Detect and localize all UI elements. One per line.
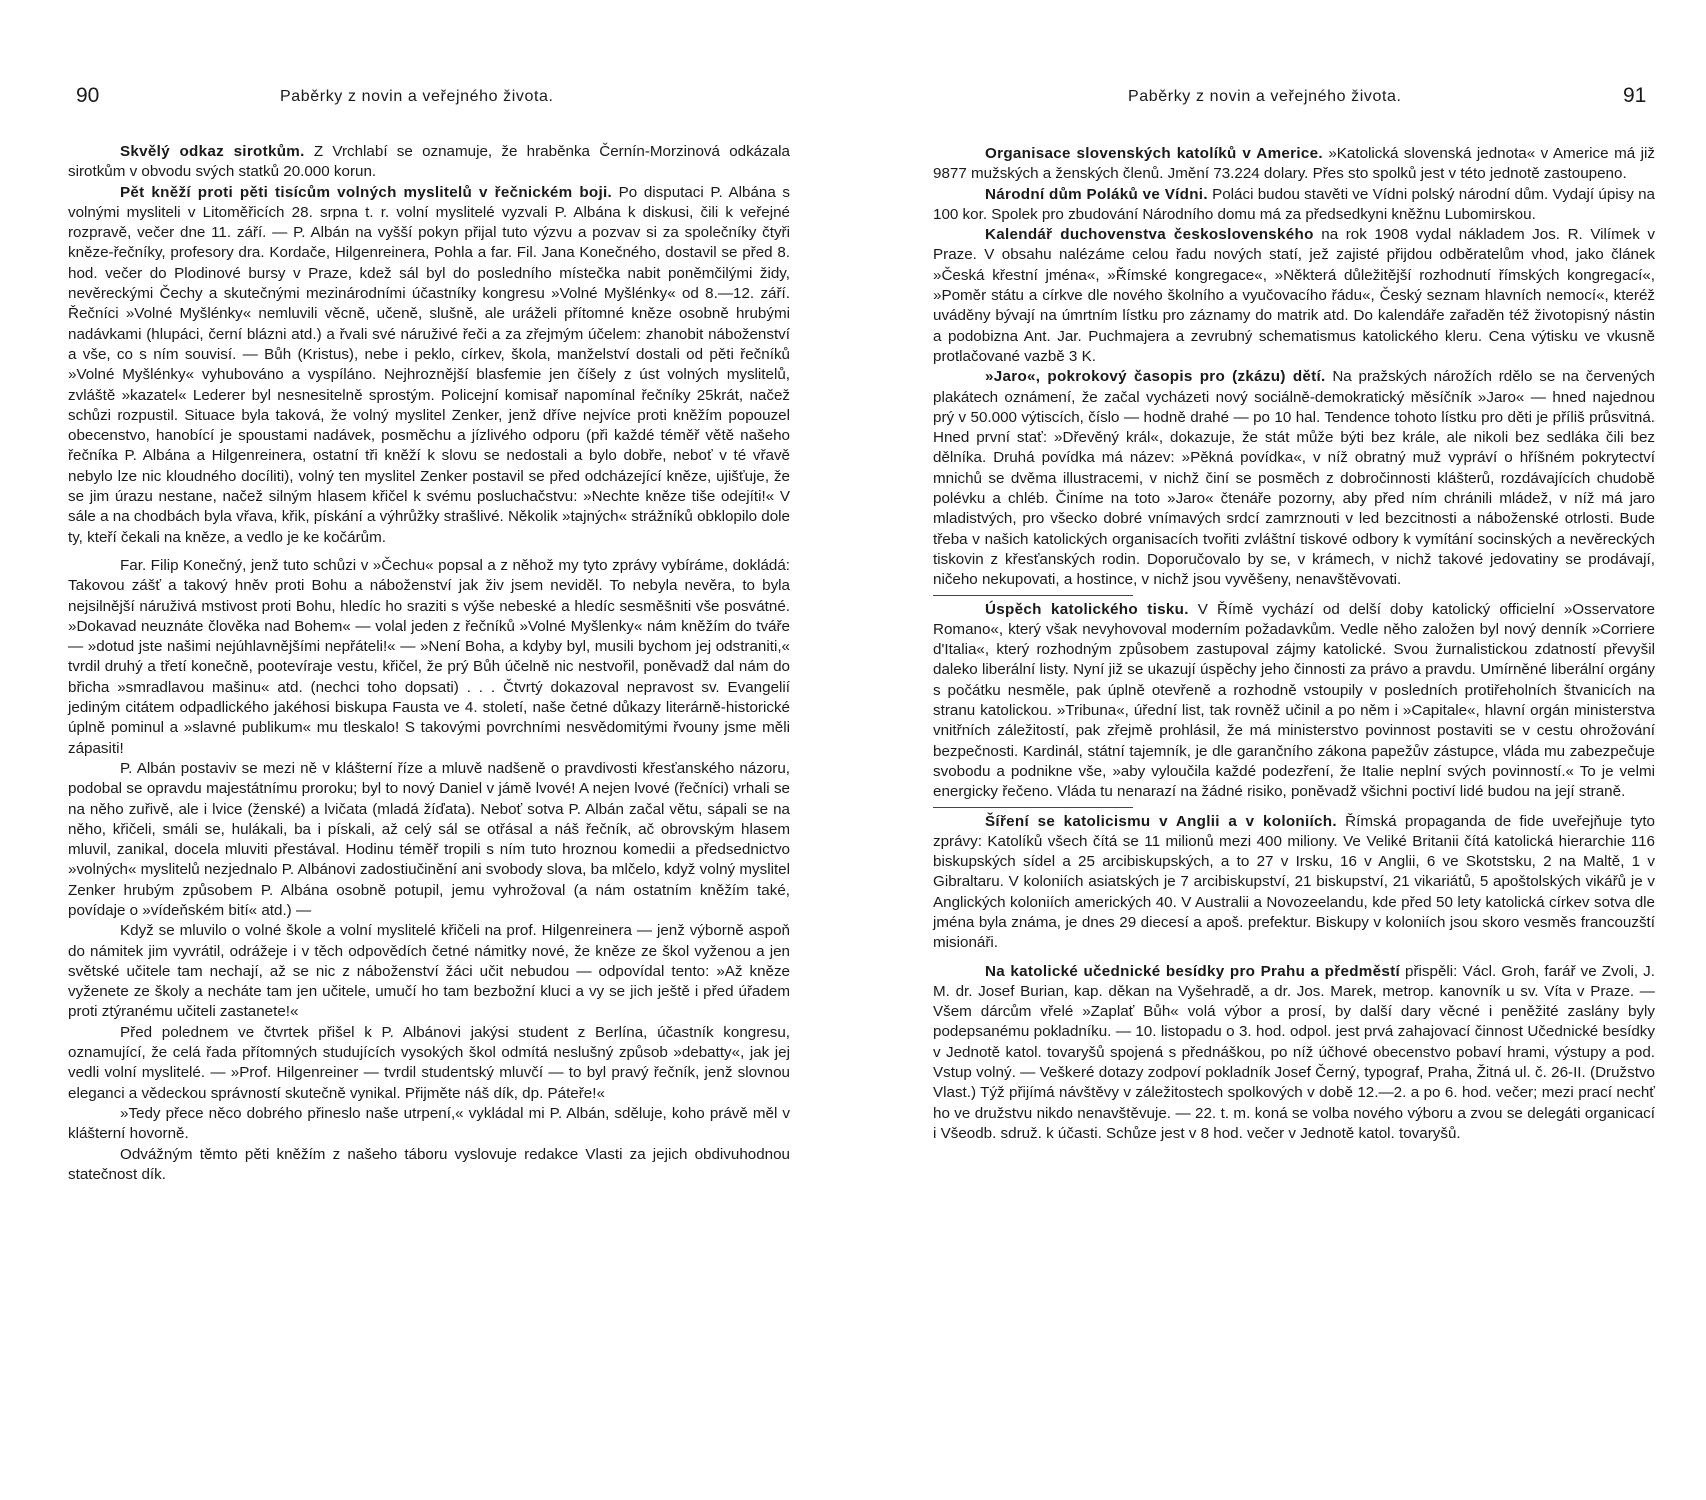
paragraph-heading: Národní dům Poláků ve Vídni. [985, 185, 1208, 203]
page-number: 90 [76, 84, 100, 107]
paragraph-text: Poláci budou stavěti ve Vídni polský národní dům. Vydají úpisy na 100 kor. Spolek pro zbudování Národního domu má za předsedkyni kněžnu Lubomirskou. [933, 185, 1655, 223]
paragraph [933, 812, 1655, 954]
paragraph [933, 225, 1655, 367]
paragraph-text: přispěli: Václ. Groh, farář ve Zvoli, J. M. dr. Josef Burian, kap. děkan na Vyšehradě, a dr. Jos. Marek, metrop. kanovník u sv. Víta v Praze. — Všem dárcům vřelé »Zaplať Bůh« volá výbor a prosí, by další dary věcné i peněžité zaslány byly podepsanému pokladníku. — 10. listopadu o 3. hod. odpol. jest prvá zahajovací činnost Učednické besídky v Jednotě katol. tovaryšů spojená s přednáškou, po níž účhové obecenstvo pobaví hrami, výstupy a pod. Vstup volný. — Veškeré dotazy zodpoví pokladník Josef Černý, typograf, Praha, Žitná ul. č. 26-II. (Družstvo Vlast.) Týž přijímá návštěvy v záležitostech spolkových v době 12.—2. a po 6. hod. večer; mezi prací nechť ho ve družstvu nikdo nenavštěvuje. — 22. t. m. koná se volba nového výboru a zvou se delegáti organicací i Všeodb. sdruž. k účasti. Schůze jest v 8 hod. večer v Jednotě katol. tovaryšů. [933, 962, 1655, 1142]
paragraph [68, 1104, 790, 1145]
divider [933, 807, 1133, 808]
paragraph-heading: Kalendář duchovenstva československého [985, 226, 1314, 244]
paragraph-text: Na pražských nárožích rdělo se na červených plakátech oznámení, že začal vycházeti nový sociálně-demokratický měsíčník »Jaro« — hned najednou prý v 50.000 výtiscích, číslo — hodně drahé — po 10 hal. Tendence tohoto lístku pro děti je příliš průsvitná. Hned první stať: »Dřevěný král«, dokazuje, že stát může býti bez krále, ale nikoli bez sedláka čili bez dělníka. Druhá povídka má název: »Pěkná povídka«, v níž obratný muž vypráví o hříšném pokrytectví mnichů se dvěma illustracemi, v nichž činí se posměch z dobročinnosti klášterů, rozdávajících chudobě polévku a chléb. Činíme na toto »Jaro« čtenáře pozorny, aby před ním chránili mládež, v níž má jaro mladistvých, pro všecko dobré vnímavých srdcí zamrznouti v led bezcitnosti a náboženské otrlosti. Bude třeba v našich katolických organisacích tvořiti zvláštní tiskové odbory k vymítání socinských a nevěreckých tiskovin z křesťanských rodin. Doporučovalo by se, v krámech, v nichž takové jedovatiny se prodávají, ničeho nekupovati, a hostince, v nichž jsou vyvěšeny, nenavštěvovati. [933, 368, 1655, 589]
paragraph [68, 759, 790, 921]
paragraph-heading: Na katolické učednické besídky pro Prahu a předměstí [985, 962, 1400, 980]
page-number: 91 [1623, 84, 1647, 107]
paragraph [68, 1023, 790, 1104]
paragraph [933, 144, 1655, 185]
paragraph-text: Odvážným těmto pěti kněžím z našeho táboru vyslovuje redakce Vlasti za jejich obdivuhodnou statečnost dík. [68, 1145, 790, 1183]
right-page [853, 0, 1706, 1500]
paragraph [933, 600, 1655, 803]
paragraph-text: Far. Filip Konečný, jenž tuto schůzi v »Čechu« popsal a z něhož my tyto zprávy vybíráme, dokládá: Takovou zášť a takový hněv proti Bohu a náboženství jak živ jsem neviděl. To nebyla nevěra, to byla nejsilnější náruživá mstivost proti Bohu, hledíc ho sraziti s výše nebeské a hledíc sesměšniti vše posvátné. »Dokavad neuznáte člověka nad Bohem« — volal jeden z řečníků »Volné Myšlenky« nám kněžím do tváře — »dotud jste našimi nejúhlavnějšími nepřáteli!« — »Není Boha, a kdyby byl, musili bychom jej odstraniti,« tvrdil druhý a třetí konečně, pootevíraje vestu, křičel, že prý Bůh účelně nic nestvořil, poněvadž dal nám do břicha »smradlavou mašinu« atd. (nechci toho dopsati) . . . Čtvrtý dokazoval nepravost sv. Evangelií jediným citátem odpadlického jakéhosi biskupa Fausta ve 4. století, naše četné důkazy literárně-historické úplně pominul a »slavné publikum« mu tleskalo! S takovými povrchními nesvědomitými řvouny jsme měli zápasiti! [68, 556, 790, 757]
paragraph-heading: Organisace slovenských katolíků v Americe. [985, 145, 1323, 162]
right-column [933, 144, 1655, 1144]
paragraph [933, 367, 1655, 590]
paragraph-heading: Skvělý odkaz sirotkům. [120, 143, 305, 160]
paragraph [68, 1145, 790, 1186]
paragraph-text: Římská propaganda de fide uveřejňuje tyto zprávy: Katolíků všech čítá se 11 milionů mezi 400 miliony. Ve Veliké Britanii čítá katolická hierarchie 116 biskupských sídel a 25 arcibiskupských, a to 27 v Irsku, 16 v Anglii, 6 ve Skotstsku, 2 na Maltě, 1 v Gibraltaru. V koloniích asiatských je 7 arcibiskupství, 21 biskupství, 21 vikariátů, 5 apoštolských vikářů je v Anglických koloniích amerických 40. V Australii a Novozeelandu, kde před 50 lety katolická církev sotva dle jména byla známa, je dnes 29 diecesí a apoš. prefektur. Biskupy v koloniích jsou skoro vesměs francouzští misionáři. [933, 812, 1655, 952]
paragraph [933, 962, 1655, 1145]
paragraph-text: P. Albán postaviv se mezi ně v klášterní říze a mluvě nadšeně o pravdivosti křesťanského názoru, podobal se opravdu majestátnímu proroku; byl to nový Daniel v jámě lvové! A nejen lvové (řečníci) vrhali se na něho zuřivě, ale i lvice (ženské) a lvičata (mladá žíďata). Neboť sotva P. Albán začal větu, sápali se na něho, křičeli, smáli se, hulákali, ba i pískali, až celý sál se otřásal a náš řečník, ač obrovským hlasem mluvil, zanikal, docela mluviti přestával. Hodinu téměř tropili s ním tuto hroznou komedii a předsednictvo »volných« myslitelů nezjednalo P. Albánovi zadostiučinění ani svobody slova, ba mlčelo, když volný myslitel Zenker hrubým způsobem P. Albána osobně potupil, jemu vyhrožoval (a nám ostatním kněžím také, povídaje o »vídeňském bití« atd.) — [68, 759, 790, 919]
paragraph-heading: Úspěch katolického tisku. [985, 600, 1189, 618]
paragraph-text: »Katolická slovenská jednota« v Americe má již 9877 mužských a ženských členů. Jmění 73.224 dolary. Přes sto spolků jest v této jednotě zastoupeno. [933, 145, 1655, 183]
paragraph-text: Před polednem ve čtvrtek přišel k P. Albánovi jakýsi student z Berlína, účastník kongresu, oznamující, že celá řada přítomných studujících vysokých škol odmítá neslušný způsob »debatty«, jak jej vedli volní myslitelé. — »Prof. Hilgenreiner — tvrdil studentský mluvčí — to byl pravý řečník, jenž slovnou eleganci a vědeckou správností skutečně vynikal. Přijměte náš dík, dp. Páteře!« [68, 1023, 790, 1102]
paragraph-text: Když se mluvilo o volné škole a volní myslitelé křičeli na prof. Hilgenreinera — jenž výborně aspoň do námitek jim vyvrátil, odrážeje i v těch odpovědích četné námitky nové, že kněze ze škol vyženou a jen světské učitele tam nechají, až se nic z náboženství žáci učit nebudou — odpovídal tento: »Až kněze vyženete ze školy a necháte tam jen učitele, umučí ho tam bezbožní kluci a vy se jich ještě i před úřadem proti ztýranému učiteli zastanete!« [68, 922, 790, 1021]
running-head: Paběrky z novin a veřejného života. [1128, 88, 1402, 105]
paragraph [68, 142, 790, 183]
paragraph-text: Po disputaci P. Albána s volnými mysliteli v Litoměřicích 28. srpna t. r. volní myslitelé vyzvali P. Albána k diskusi, čili k veřejné rozpravě, večer dne 11. září. — P. Albán na vyšší pokyn přijal tuto výzvu a pozvav si za společníky čtyři kněze-řečníky, profesory dra. Kordače, Hilgenreinera, Pohla a far. Fil. Jana Konečného, dostavil se před 8. hod. večer do Plodinové bursy v Praze, kdež sál byl do posledního místečka nabit poněmčilými židy, nevěreckými Čechy a skutečnými mezinárodními účastníky kongresu »Volné Myšlénky« od 8.—12. září. Řečníci »Volné Myšlénky« nemluvili věcně, učeně, slušně, ale uráželi přítomné kněze osobně hrubými nadávkami (hlupáci, černí blázni atd.) a řvali své náruživé řeči a za zřejmým účelem: zhanobit náboženství a vše, co s ním souvisí. — Bůh (Kristus), nebe i peklo, církev, škola, manželství dostali od pěti řečníků »Volné Myšlénky« vyhubováno a vyspíláno. Nejhroznější blasfemie jen číšely z úst volných myslitelů, zvláště »kazatel« Lederer byl nesnesitelně sprostým. Policejní komisař napomínal řečníky 25krát, načež schůzi rozpustil. Situace byla taková, že volný myslitel Zenker, jenž dříve nejvíce proti kněžím popouzel obecenstvo, hanobící je spoustami nadávek, posměchu a jízlivého odporu (při každé téměř větě našeho řečníka P. Albána a Hilgenreinera, ostatní tři kněží k slovu se nedostali a bylo dobře, neboť v té vřavě nebylo lze nic kloudného docíliti), volný ten myslitel Zenker postavil se před odcházející kněze, ujišťuje, že se jim úrazu nestane, načež silným hlasem křičel k svému posluchačstvu: »Nechte kněze tiše odejíti!« V sále a na chodbách byla vřava, křik, pískání a výhrůžky strašlivé. Několik »tajných« strážníků obklopilo dole ty, kteří čekali na kněze, a vedlo je ke kočárům. [68, 183, 790, 546]
paragraph-text: Z Vrchlabí se oznamuje, že hraběnka Černín-Morzinová odkázala sirotkům v obvodu svých statků 20.000 korun. [68, 143, 790, 181]
divider [933, 595, 1133, 596]
running-head: Paběrky z novin a veřejného života. [280, 88, 554, 105]
paragraph [933, 185, 1655, 226]
paragraph-heading: Šíření se katolicismu v Anglii a v koloniích. [985, 812, 1337, 830]
paragraph-heading: »Jaro«, pokrokový časopis pro (zkázu) dětí. [985, 368, 1326, 386]
paragraph-text: »Tedy přece něco dobrého přineslo naše utrpení,« vykládal mi P. Albán, sděluje, koho právě měl v klášterní hovorně. [68, 1104, 790, 1143]
paragraph [68, 921, 790, 1022]
left-column [68, 142, 790, 1185]
paragraph-heading: Pět kněží proti pěti tisícům volných myslitelů v řečnickém boji. [120, 183, 613, 201]
paragraph [68, 556, 790, 759]
paragraph [68, 183, 790, 548]
paragraph-text: na rok 1908 vydal nákladem Jos. R. Vilímek v Praze. V obsahu nalézáme celou řadu nových statí, jež zajisté přijdou odběratelům vhod, jako článek »Česká křestní jména«, »Římské kongregace«, »Některá důležitější rozhodnutí římských kongregací«, »Poměr státu a církve dle nového školního a vyučovacího řádu«, Český seznam hlavních nemocí«, kteréž uváděny bývají na úmrtním lístku pro záznamy do matrik atd. Do kalendáře zařaděn též životopisný nástin a podobizna Ant. Jar. Puchmajera a zevrubný schematismus katolického kleru. Cena výtisku ve vkusně protlačované vazbě 3 K. [933, 226, 1655, 365]
paragraph-text: V Římě vychází od delší doby katolický officielní »Osservatore Romano«, který však nevyhovoval moderním požadavkům. Vedle něho založen byl nový denník »Corriere d'Italia«, který rozhodným způsobem zastupoval zájmy katolické. Svou žurnalistickou zdatností převyšil daleko liberální listy. Nyní již se ukazují úspěchy jeho činnosti za právo a pravdu. Umírněné liberální orgány s počátku nesměle, pak úplně otevřeně a rozhodně vstoupily v posledních protiřeholních štvanicích na stranu katolickou. »Tribuna«, úřední list, tak rovněž učinil a po něm i »Capitale«, hlavní orgán ministerstva vnitřních záležitostí, pak zřejmě prohlásil, že má ministerstvo povinnost postaviti se v cestu ohrožování bezpečnosti. Kardinál, státní tajemník, je dle garančního zákona papežův zástupce, vláda mu zabezpečuje svobodu a podnikne vše, »aby vyloučila každé podezření, že Italie neplní svých povinností.« To je velmi energicky řečeno. Vláda tu nenarazí na žádné risiko, poněvadž všichni poctiví lidé budou na její straně. [933, 600, 1656, 801]
